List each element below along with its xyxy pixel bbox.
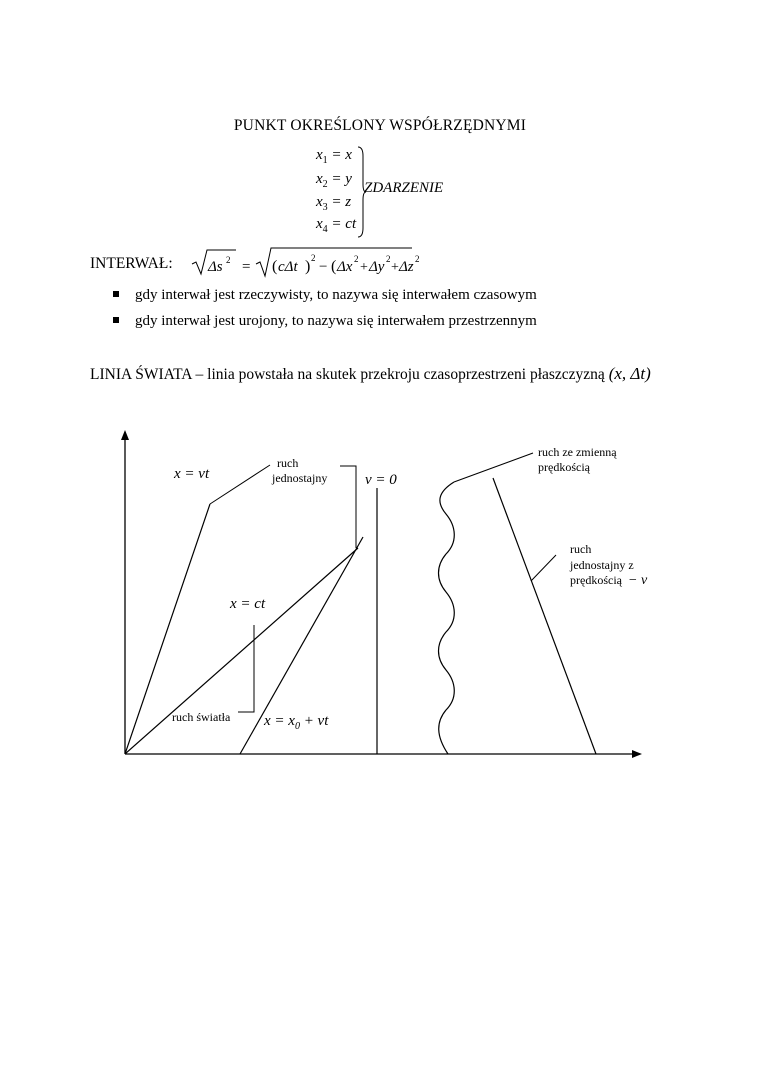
svg-text:Δz: Δz xyxy=(399,259,414,275)
label-minus-v-3: prędkością xyxy=(570,573,622,587)
label-minus-v-1: ruch xyxy=(570,542,592,556)
svg-text:2: 2 xyxy=(354,254,359,264)
bullet-item-real: gdy interwał jest rzeczywisty, to nazywa się interwałem czasowym xyxy=(113,287,537,304)
leader-vt xyxy=(210,465,270,504)
worldline-formula: (x, Δt) xyxy=(608,364,651,383)
space-axis-arrow-icon xyxy=(632,750,642,758)
svg-text:+: + xyxy=(391,260,399,275)
label-minus-v-2: jednostajny z xyxy=(570,558,634,572)
svg-text:2: 2 xyxy=(415,254,420,264)
label-ruch-1: ruch xyxy=(277,456,299,470)
bullet-item-imaginary: gdy interwał jest urojony, to nazywa się interwałem przestrzennym xyxy=(113,313,537,330)
svg-text:2: 2 xyxy=(226,255,231,265)
leader-minus-v xyxy=(531,555,556,581)
interval-label: INTERWAŁ: xyxy=(90,255,173,272)
svg-text:Δx: Δx xyxy=(337,259,353,275)
label-x-vt: x = vt xyxy=(174,466,210,482)
event-label: ZDARZENIE xyxy=(364,180,444,196)
worldline-definition: LINIA ŚWIATA – linia powstała na skutek przekroju czasoprzestrzeni płaszczyzną (x, Δt) xyxy=(90,364,651,383)
label-zmienna-1: ruch ze zmienną xyxy=(538,445,617,459)
svg-text:): ) xyxy=(305,258,311,275)
leader-uniform xyxy=(340,466,356,548)
coord-row-3: $x_3 = z$ xyxy=(316,194,352,213)
svg-text:=: = xyxy=(242,259,251,275)
svg-text:2: 2 xyxy=(311,253,316,263)
label-zmienna-2: prędkością xyxy=(538,460,590,474)
coord-row-1: $x_1 = x$ xyxy=(316,147,352,166)
svg-text:Δs: Δs xyxy=(208,259,223,275)
svg-text:+: + xyxy=(360,260,368,275)
svg-text:−: − xyxy=(319,259,328,275)
label-x-ct: x = ct xyxy=(230,596,266,612)
coord-row-4: $x_4$ = ct xyxy=(316,216,357,235)
worldline-variable-speed xyxy=(439,482,455,754)
svg-text:(: ( xyxy=(272,258,278,275)
leader-light xyxy=(238,625,254,712)
label-ruch-swiatla: ruch światła xyxy=(172,710,231,724)
svg-text:Δy: Δy xyxy=(369,259,385,275)
time-axis-arrow-icon xyxy=(121,430,129,440)
label-x-x0-vt: $x = x_0$ + vt xyxy=(264,713,329,732)
worldline-minus-v xyxy=(493,478,596,754)
leader-variable xyxy=(454,453,533,482)
label-jednostajny-1: jednostajny xyxy=(272,471,328,485)
svg-text:(: ( xyxy=(331,258,337,275)
svg-text:2: 2 xyxy=(386,254,391,264)
label-minus-v-4: − v xyxy=(628,573,648,588)
page-title: PUNKT OKREŚLONY WSPÓŁRZĘDNYMI xyxy=(233,117,527,134)
svg-text:cΔt: cΔt xyxy=(278,259,298,275)
coord-row-2: $x_2 = y$ xyxy=(316,171,352,190)
label-v0: v = 0 xyxy=(365,472,397,488)
